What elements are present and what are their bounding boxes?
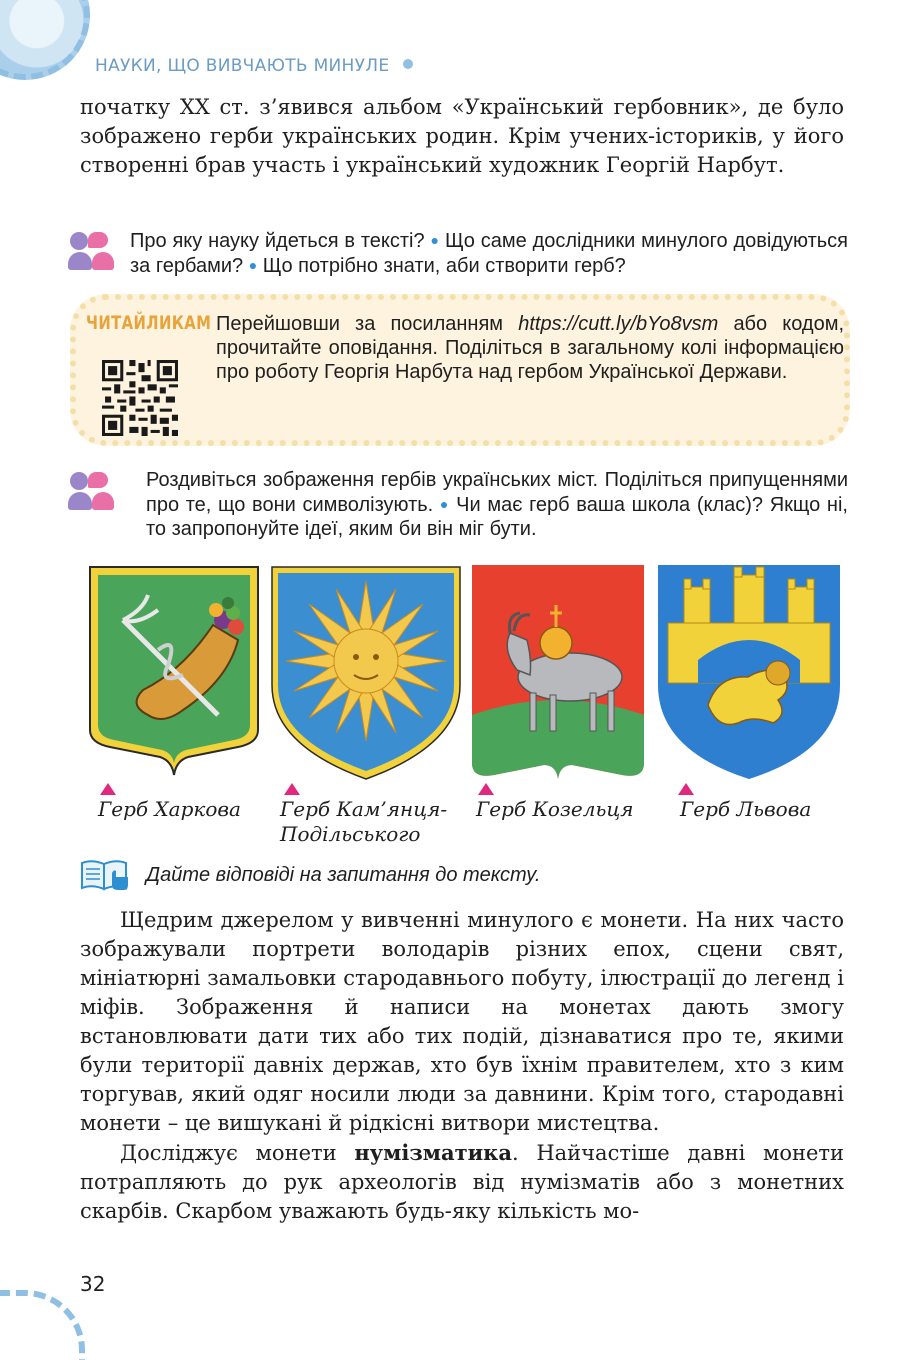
discussion-icon xyxy=(68,470,112,514)
task-text: Дайте відповіді на запитання до тексту. xyxy=(146,863,541,886)
corner-decoration-bottom xyxy=(0,1290,85,1360)
caption-kozelets-line-1: Герб Козельця xyxy=(476,797,634,821)
bullet-icon: ● xyxy=(248,257,258,273)
question-2-part-1: Роздивіться зображення гербів українських міст. Поділіться припущеннями про те, що вони символізують. xyxy=(146,469,848,516)
coats-of-arms-gallery xyxy=(86,565,846,865)
paragraph-numismatics-before: Досліджує монети xyxy=(120,1141,337,1165)
caption-kharkiv-line-1: Герб Харкова xyxy=(98,797,241,821)
coat-of-arms-kharkiv xyxy=(88,565,260,777)
bullet-icon: ● xyxy=(439,496,450,512)
caption-marker-icon xyxy=(678,783,694,795)
question-text-1 xyxy=(130,228,848,278)
question-block-2 xyxy=(68,468,848,541)
caption-kamianets-line-2: Подільського xyxy=(280,822,421,846)
question-1-part-2: Що саме дослідники минулого довідуються за гербами? xyxy=(130,230,848,277)
kamianets-coat-icon xyxy=(270,565,462,781)
header-dot-icon xyxy=(403,59,413,69)
paragraph-coins-text: Щедрим джерелом у вивченні минулого є монети. На них часто зображували портрети володарів різних епох, сцени свят, мініатюрні замальовки стародавнього побуту, ілюстрації до легенд і міфів. Зображення й написи на монетах дають змогу встановлювати дати тих або тих подій, дізнаватися про те, якими були території давніх держав, хто був їхнім правителем, хто з ким торгував, який одяг носили люди за давнини. Крім того, стародавні монети – це вишукані й рідкісні витвори мистецтва. xyxy=(80,908,844,1135)
reader-text-before-link: Перейшовши за посиланням xyxy=(216,313,504,335)
running-header-text: НАУКИ, ЩО ВИВЧАЮТЬ МИНУЛЕ xyxy=(95,56,390,76)
question-1-part-3: Що потрібно знати, аби створити герб? xyxy=(262,255,626,277)
question-1-part-1: Про яку науку йдеться в тексті? xyxy=(130,230,425,252)
qr-code-icon[interactable] xyxy=(102,360,178,436)
coat-of-arms-kamianets xyxy=(270,565,462,781)
question-text-2 xyxy=(146,468,848,541)
question-block-1 xyxy=(68,228,848,278)
kharkiv-coat-icon xyxy=(88,565,260,777)
caption-marker-icon xyxy=(478,783,494,795)
reader-text xyxy=(216,312,844,384)
discussion-icon xyxy=(68,230,112,274)
coat-of-arms-kozelets xyxy=(472,565,644,781)
paragraph-top-text: початку XX ст. з’явився альбом «Український гербовник», де було зображено герби українських родин. Крім учених-істориків, у його створенні брав участь і український художник Георгій Нарбут. xyxy=(80,95,844,177)
reader-link[interactable]: https://cutt.ly/bYo8vsm xyxy=(518,313,719,335)
caption-marker-icon xyxy=(100,783,116,795)
caption-kharkiv xyxy=(98,797,241,822)
paragraph-numismatics-after: . Найчастіше давні монети потрапляють до рук археологів від нумізматів або з монетних скарбів. Скарбом уважають будь-яку кількість мо- xyxy=(80,1141,844,1223)
kozelets-coat-icon xyxy=(472,565,644,781)
caption-kamianets xyxy=(280,797,447,847)
book-hand-icon xyxy=(80,859,128,891)
paragraph-top xyxy=(80,93,844,180)
lviv-coat-icon xyxy=(658,565,840,781)
paragraph-numismatics xyxy=(80,1138,844,1226)
reader-text-after-link: або кодом, прочитайте оповідання. Поділіться в загальному колі інформацією про роботу Георгія Нарбута над гербом Української Держави. xyxy=(216,313,845,383)
reader-title: ЧИТАЙЛИКАМ xyxy=(86,312,212,334)
reader-box xyxy=(70,294,850,446)
bullet-icon: ● xyxy=(430,232,440,248)
question-2-part-2: Чи має герб ваша школа (клас)? Якщо ні, то запропонуйте ідеї, яким би він міг бути. xyxy=(146,494,848,540)
task-prompt xyxy=(80,859,540,891)
caption-lviv xyxy=(680,797,811,822)
corner-decoration xyxy=(0,0,90,80)
coat-of-arms-lviv xyxy=(658,565,840,781)
caption-kamianets-line-1: Герб Кам’янця- xyxy=(280,797,448,821)
term-numismatics: нумізматика xyxy=(354,1140,512,1165)
paragraph-coins xyxy=(80,906,844,1226)
caption-marker-icon xyxy=(284,783,300,795)
caption-lviv-line-1: Герб Львова xyxy=(680,797,812,821)
caption-kozelets xyxy=(476,797,634,822)
page-number: 32 xyxy=(80,1272,106,1296)
running-header xyxy=(95,56,413,76)
